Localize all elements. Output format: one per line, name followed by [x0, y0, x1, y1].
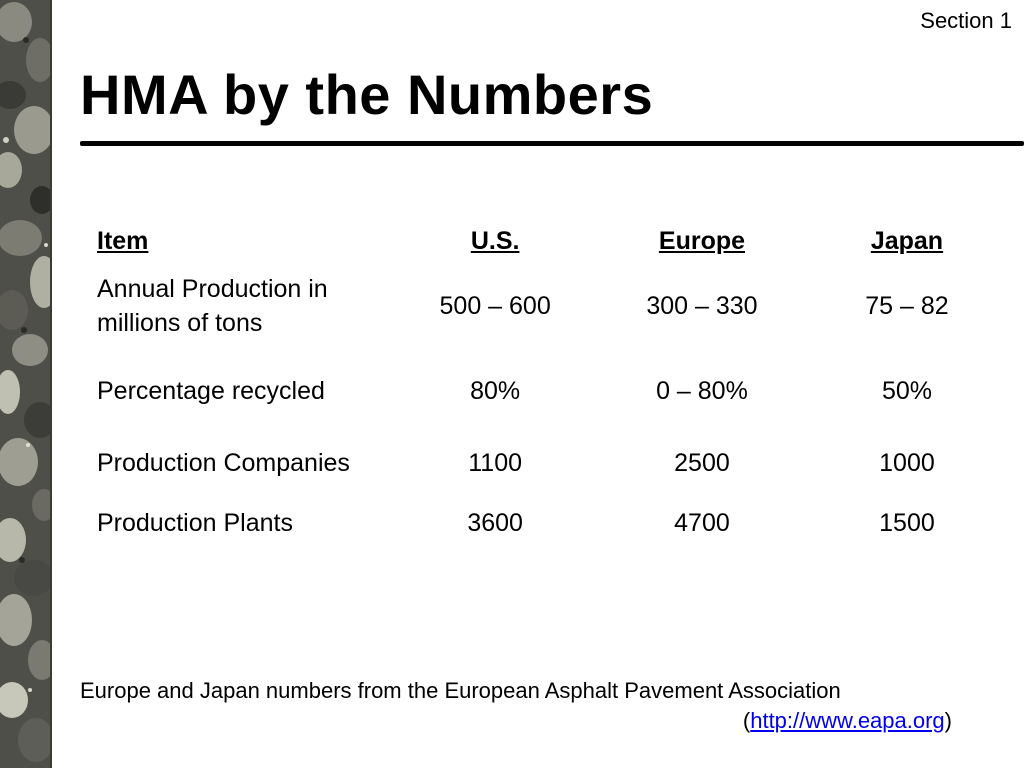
eapa-link[interactable]: http://www.eapa.org — [750, 708, 945, 733]
source-note — [80, 676, 964, 736]
section-label: Section 1 — [920, 8, 1012, 33]
source-close-paren: ) — [944, 708, 952, 733]
source-open-paren: ( — [742, 708, 751, 733]
row-item-cell: Production Plants — [97, 509, 293, 537]
column-header-item: Item — [97, 226, 149, 255]
column-header-europe: Europe — [658, 226, 746, 255]
row-item-cell: Annual Production in millions of tons — [97, 275, 328, 337]
row-us-cell: 3600 — [467, 509, 523, 537]
hma-statistics-table — [88, 218, 1004, 554]
row-japan-cell: 75 – 82 — [865, 292, 949, 320]
asphalt-texture-image — [0, 0, 52, 768]
row-japan-cell: 1000 — [879, 449, 935, 477]
row-item-cell: Production Companies — [97, 449, 350, 477]
row-japan-cell: 50% — [881, 377, 932, 405]
source-link-line — [80, 706, 964, 736]
row-us-cell: 500 – 600 — [439, 292, 551, 320]
table-row — [88, 492, 1004, 554]
table-header-row — [88, 218, 1004, 264]
table-row — [88, 434, 1004, 492]
row-us-cell: 80% — [470, 377, 521, 405]
column-header-us: U.S. — [470, 226, 520, 255]
row-item-cell: Percentage recycled — [97, 377, 325, 405]
asphalt-texture-strip — [0, 0, 52, 768]
table-row — [88, 264, 1004, 348]
row-europe-cell: 4700 — [674, 509, 730, 537]
table-row — [88, 348, 1004, 434]
title-underline-rule — [80, 141, 1024, 146]
row-japan-cell: 1500 — [879, 509, 935, 537]
page-title: HMA by the Numbers — [80, 63, 654, 126]
source-text: Europe and Japan numbers from the European Asphalt Pavement Association — [80, 678, 841, 703]
row-europe-cell: 0 – 80% — [656, 377, 748, 405]
column-header-japan: Japan — [870, 226, 944, 255]
row-us-cell: 1100 — [468, 449, 523, 477]
row-europe-cell: 300 – 330 — [646, 292, 758, 320]
row-europe-cell: 2500 — [674, 449, 730, 477]
